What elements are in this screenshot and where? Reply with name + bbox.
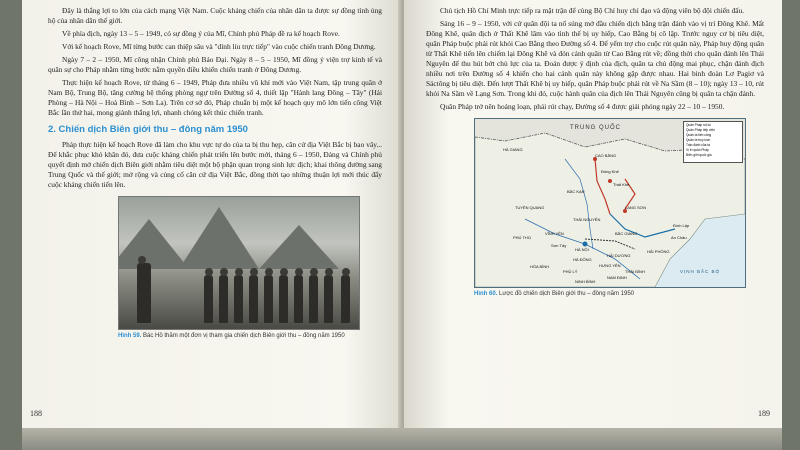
- legend-item: Quân Pháp tiếp viện: [686, 128, 715, 132]
- paragraph: Thực hiện kế hoạch Rove, từ tháng 6 – 1949, Pháp đưa nhiều vũ khí mới vào Việt Nam, tập trung quân ở Nam Bộ, Trung Bộ, tăng cường hệ thống phòng ngự trên Đường số 4, thiết lập "Hành lang Đông – Tây" (Hải Phòng – Hà Nội – Hoà Bình – Sơn La). Trên cơ sở đó, Pháp chuẩn bị một kế hoạch quy mô lớn tiến công Việt Bắc lần thứ hai, mong giành thắng lợi, nhanh chóng kết thúc chiến tranh.: [48, 78, 382, 117]
- legend-item: Quân ta truy kích: [686, 138, 711, 142]
- map-place: HƯNG YÊN: [599, 263, 621, 268]
- map-place: HÀ GIANG: [503, 147, 523, 152]
- map-place: PHÚ THỌ: [513, 235, 531, 240]
- caption-text: Lược đồ chiến dịch Biên giới thu – đông năm 1950: [499, 291, 634, 297]
- map-place: Đông Khê: [601, 169, 619, 174]
- country-label: TRUNG QUỐC: [570, 125, 621, 131]
- paragraph: Chủ tịch Hồ Chí Minh trực tiếp ra mặt trận để cùng Bộ Chỉ huy chỉ đạo và động viên bộ đội chiến đấu.: [440, 6, 745, 15]
- map-place: BẮC KẠN: [567, 189, 585, 194]
- map-place: LẠNG SƠN: [625, 205, 646, 210]
- paragraph: Đây là thắng lợi to lớn của cách mạng Việt Nam. Cuộc kháng chiến của nhân dân ta được sự đồng tình ủng hộ của nhân dân thế giới.: [48, 6, 382, 25]
- legend-item: Trận đánh của ta: [686, 143, 710, 147]
- map-place: THÁI BÌNH: [625, 269, 645, 274]
- map-place: HÀ ĐÔNG: [573, 257, 592, 262]
- legend-item: Biên giới quốc gia: [686, 153, 712, 157]
- figure-caption: [474, 291, 764, 297]
- historical-photo: [118, 196, 360, 330]
- map-place: BẮC GIANG: [615, 231, 638, 236]
- caption-text: Bác Hồ thăm một đơn vị tham gia chiến dịch Biên giới thu – đông năm 1950: [143, 333, 345, 339]
- campaign-map: [474, 118, 746, 288]
- paragraph: Quân Pháp trở nên hoảng loạn, phải rút chạy, Đường số 4 được giải phóng ngày 22 – 10 – 1950.: [440, 102, 725, 111]
- map-place: VĨNH YÊN: [545, 231, 564, 236]
- map-place: Đình Lập: [673, 223, 690, 228]
- left-page: [22, 0, 402, 428]
- map-legend: [683, 121, 743, 163]
- paragraph: Pháp thực hiện kế hoạch Rove đã làm cho khu vực tự do của ta bị thu hẹp, căn cứ địa Việt Bắc bị bao vây... Để khắc phục khó khăn đó, đưa cuộc kháng chiến phát triển lên bước mới, tháng 6 – 1950, Đảng và Chính phủ quyết định mở chiến dịch Biên giới nhằm tiêu diệt một bộ phận quan trọng sinh lực địch; khai thông đường sang Trung Quốc và thế giới; mở rộng và củng cố căn cứ địa Việt Bắc, đồng thời tạo những thuận lợi mới thúc đẩy cuộc kháng chiến tiến lên.: [48, 140, 382, 189]
- map-place: HẢI DƯƠNG: [607, 253, 631, 258]
- map-place: HÒA BÌNH: [530, 264, 550, 269]
- caption-label: Hình 60.: [474, 291, 498, 297]
- paragraph: Sáng 16 – 9 – 1950, với cứ quân đội ta nổ súng mở đầu chiến dịch bằng trận đánh vào vị trí Đông Khê. Mất Đông Khê, quân địch ở Thất Khê lâm vào tình thế bị uy hiếp, Cao Bằng bị cô lập. Trước nguy cơ bị tiêu diệt, quân Pháp buộc phải rút khỏi Cao Bằng theo Đường số 4. Để yểm trợ cho cuộc rút quân này, Pháp huy động quân từ Thất Khê tiến lên chiếm lại Đông Khê và đón cánh quân từ Cao Bằng rút về; đồng thời cho quân đánh lên Thái Nguyên để thu hút bớt chủ lực của ta. Đoán được ý định của địch, quân ta chủ động mai phục, chặn đánh địch nhiều nơi trên Đường số 4 khiến cho hai cánh quân này không gặp được nhau. Hai binh đoàn Lơ Pagiơ và Sáctông bị tiêu diệt. Đến lượt Thất Khê bị uy hiếp, quân Pháp buộc phải rút về Na Sầm (8 – 10); ngày 13 – 10, rút khỏi Na Sầm về Lạng Sơn. Trong khi đó, cuộc hành quân của địch lên Thái Nguyên cũng bị quân ta chặn đánh.: [426, 19, 764, 98]
- legend-item: Quân ta tiến công: [686, 133, 712, 137]
- figure-caption: [118, 333, 382, 339]
- page-number: 189: [758, 409, 770, 418]
- map-place: Sơn Tây: [551, 243, 567, 248]
- map-place: PHỦ LÝ: [563, 269, 578, 274]
- open-book: [22, 0, 782, 450]
- map-place: NINH BÌNH: [575, 279, 596, 284]
- section-title: 2. Chiến dịch Biên giới thu – đông năm 1950: [48, 124, 248, 135]
- sea-label: VỊNH BẮC BỘ: [680, 269, 721, 274]
- page-number: 188: [30, 409, 42, 418]
- paragraph: Ngày 7 – 2 – 1950, Mĩ công nhận Chính phủ Bảo Đại. Ngày 8 – 5 – 1950, Mĩ đồng ý viện trợ kinh tế và quân sự cho Pháp nhằm từng bước nắm quyền điều khiển chiến tranh ở Đông Dương.: [48, 55, 382, 74]
- legend-item: Quân Pháp rút lui: [686, 123, 711, 127]
- map-place: NAM ĐỊNH: [607, 275, 627, 280]
- legend-item: Vị trí quân Pháp: [686, 148, 709, 152]
- caption-label: Hình 59.: [118, 333, 142, 339]
- book-shadow: [22, 428, 782, 450]
- right-page: [404, 0, 782, 428]
- map-place: HÀ NỘI: [575, 247, 589, 252]
- map-place: HẢI PHÒNG: [647, 249, 670, 254]
- map-place: An Châu: [671, 235, 687, 240]
- map-place: TUYÊN QUANG: [515, 205, 545, 210]
- map-place: CAO BẰNG: [595, 153, 617, 158]
- paragraph: Với kế hoạch Rove, Mĩ từng bước can thiệp sâu và "dính líu trực tiếp" vào cuộc chiến tranh Đông Dương.: [62, 42, 376, 51]
- map-place: THÁI NGUYÊN: [573, 217, 601, 222]
- paragraph: Về phía địch, ngày 13 – 5 – 1949, có sự đồng ý của Mĩ, Chính phủ Pháp đề ra kế hoạch Rove.: [62, 29, 340, 38]
- map-place: Thất Khê: [613, 182, 630, 187]
